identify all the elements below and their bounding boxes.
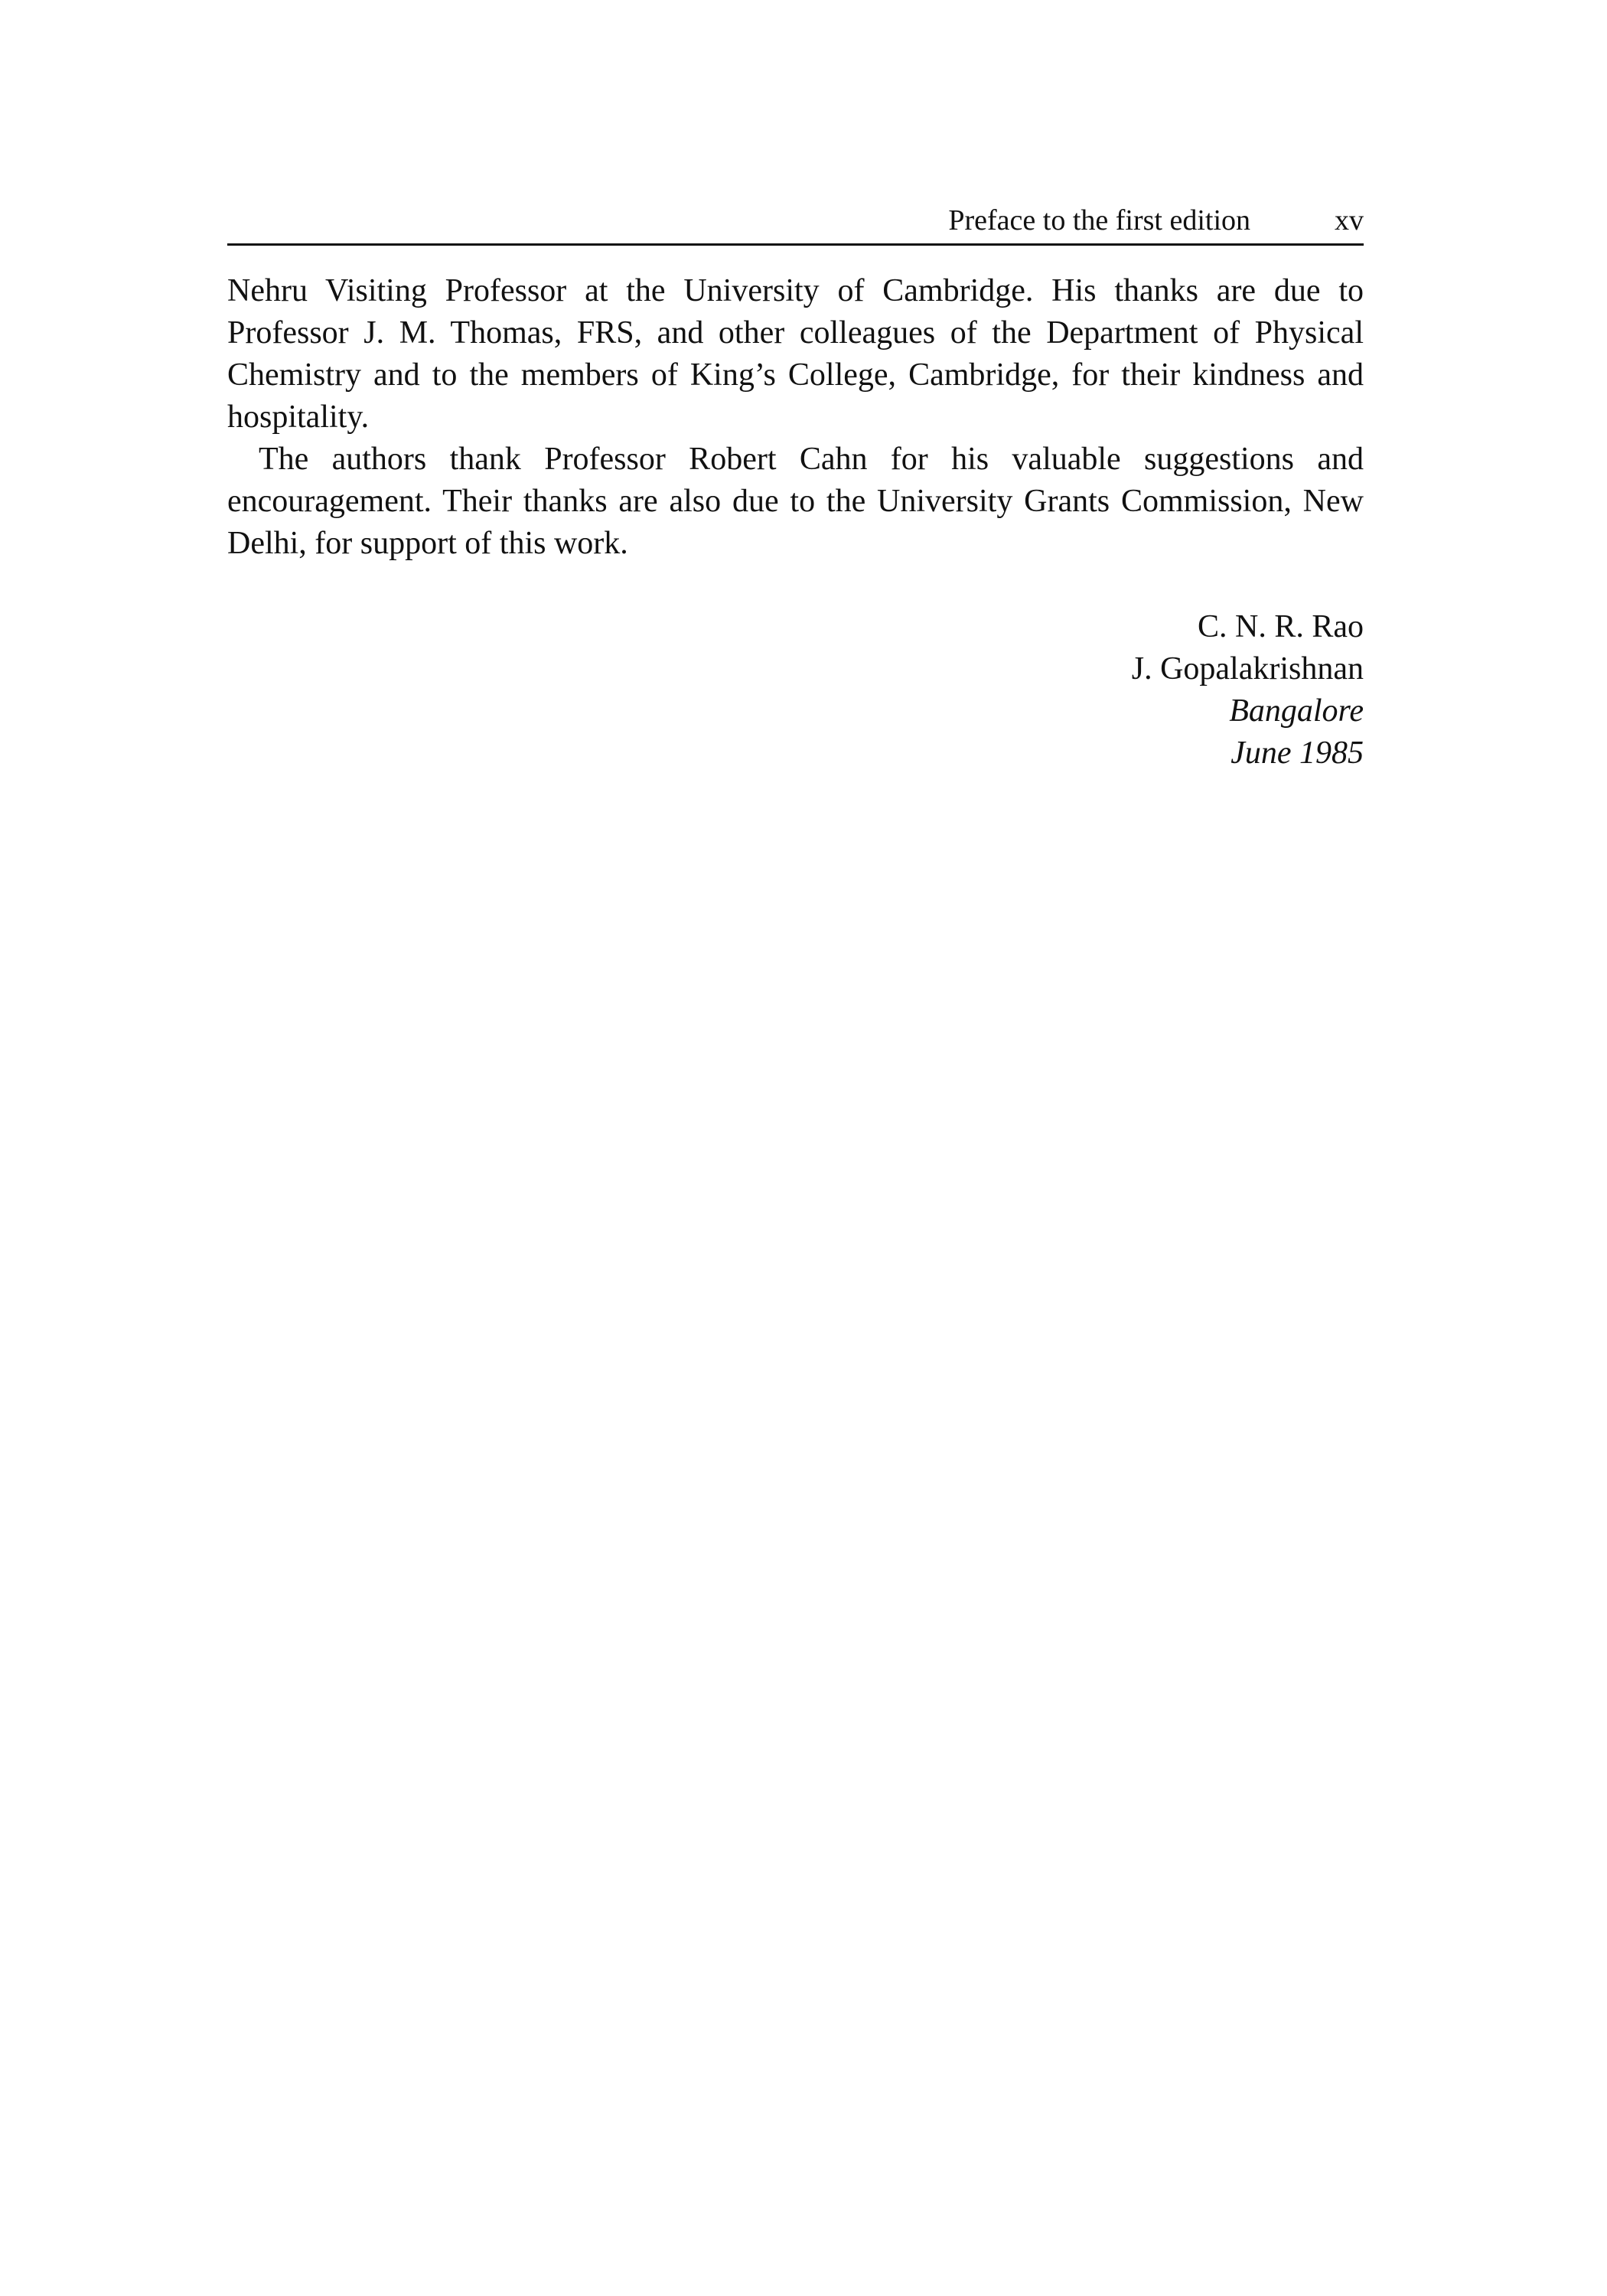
preface-paragraph-continued: Nehru Visiting Professor at the University of Cambridge. His thanks are due to Professor J. M. Thomas, FRS, and other colleagues of the Department of Physical Chemistry and to the members of King’s College, Cambridge, for their kindness and hospitality. bbox=[227, 273, 1364, 435]
page-number: xv bbox=[1335, 204, 1364, 236]
author-name: J. Gopalakrishnan bbox=[1131, 651, 1364, 687]
running-header bbox=[227, 197, 1364, 246]
signature-place: Bangalore bbox=[1229, 693, 1364, 729]
author-name: C. N. R. Rao bbox=[1197, 609, 1364, 644]
preface-text bbox=[227, 270, 1364, 565]
signature-date: June 1985 bbox=[1231, 735, 1364, 771]
preface-paragraph-acknowledgements: The authors thank Professor Robert Cahn for his valuable suggestions and encouragement. Their thanks are also due to the University Grants Commission, New Delhi, for support of this work. bbox=[227, 442, 1364, 561]
running-title: Preface to the first edition bbox=[948, 204, 1250, 236]
signature-block bbox=[981, 606, 1364, 775]
